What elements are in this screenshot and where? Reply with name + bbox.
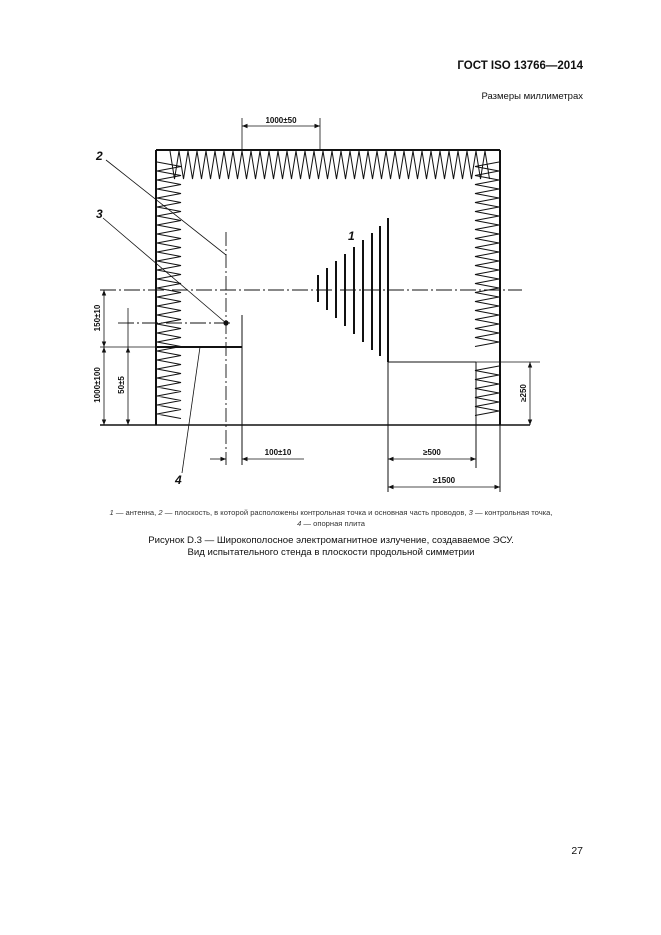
dim-right-total: ≥1500 <box>432 476 456 485</box>
legend-text-1: — антенна, <box>113 508 159 517</box>
callout-2: 2 <box>96 149 103 163</box>
antenna-axis <box>100 290 522 323</box>
dim-right-height: ≥250 <box>519 384 528 402</box>
dim-plate-elevation: 1000±100 <box>93 367 102 403</box>
dimension-lines <box>100 118 540 487</box>
reference-plate <box>156 315 242 465</box>
legend-num-2: 2 <box>158 508 163 517</box>
caption-line-1: Рисунок D.3 — Широкополосное электромагнитное излучение, создаваемое ЭСУ. <box>148 535 514 546</box>
figure-legend <box>50 507 612 529</box>
dim-horizontal-offset: 100±10 <box>264 448 292 457</box>
absorber-right-upper <box>475 162 499 347</box>
standard-header: ГОСТ ISO 13766—2014 <box>457 60 583 72</box>
legend-num-3: 3 <box>468 508 473 517</box>
dim-right-gap: ≥500 <box>423 448 441 457</box>
dim-plate-height: 50±5 <box>117 376 126 394</box>
caption-line-2: Вид испытательного стенда в плоскости продольной симметрии <box>187 547 475 558</box>
absorber-top <box>170 151 490 179</box>
legend-text-2: — плоскость, в которой расположены контрольная точка и основная часть проводов, <box>162 508 469 517</box>
callout-4: 4 <box>175 473 182 487</box>
callout-3: 3 <box>96 207 103 221</box>
callout-1: 1 <box>348 229 355 243</box>
dim-top-width: 1000±50 <box>265 116 297 125</box>
legend-text-3: — контрольная точка, <box>472 508 553 517</box>
absorber-right-lower <box>475 366 499 416</box>
legend-num-4: 4 <box>297 519 302 528</box>
legend-num-1: 1 <box>109 508 114 517</box>
page-number: 27 <box>571 845 583 857</box>
dim-antenna-offset: 150±10 <box>93 304 102 332</box>
legend-text-4: — опорная плита <box>301 519 365 528</box>
figure-caption <box>40 535 622 559</box>
units-note: Размеры миллиметрах <box>481 91 583 102</box>
